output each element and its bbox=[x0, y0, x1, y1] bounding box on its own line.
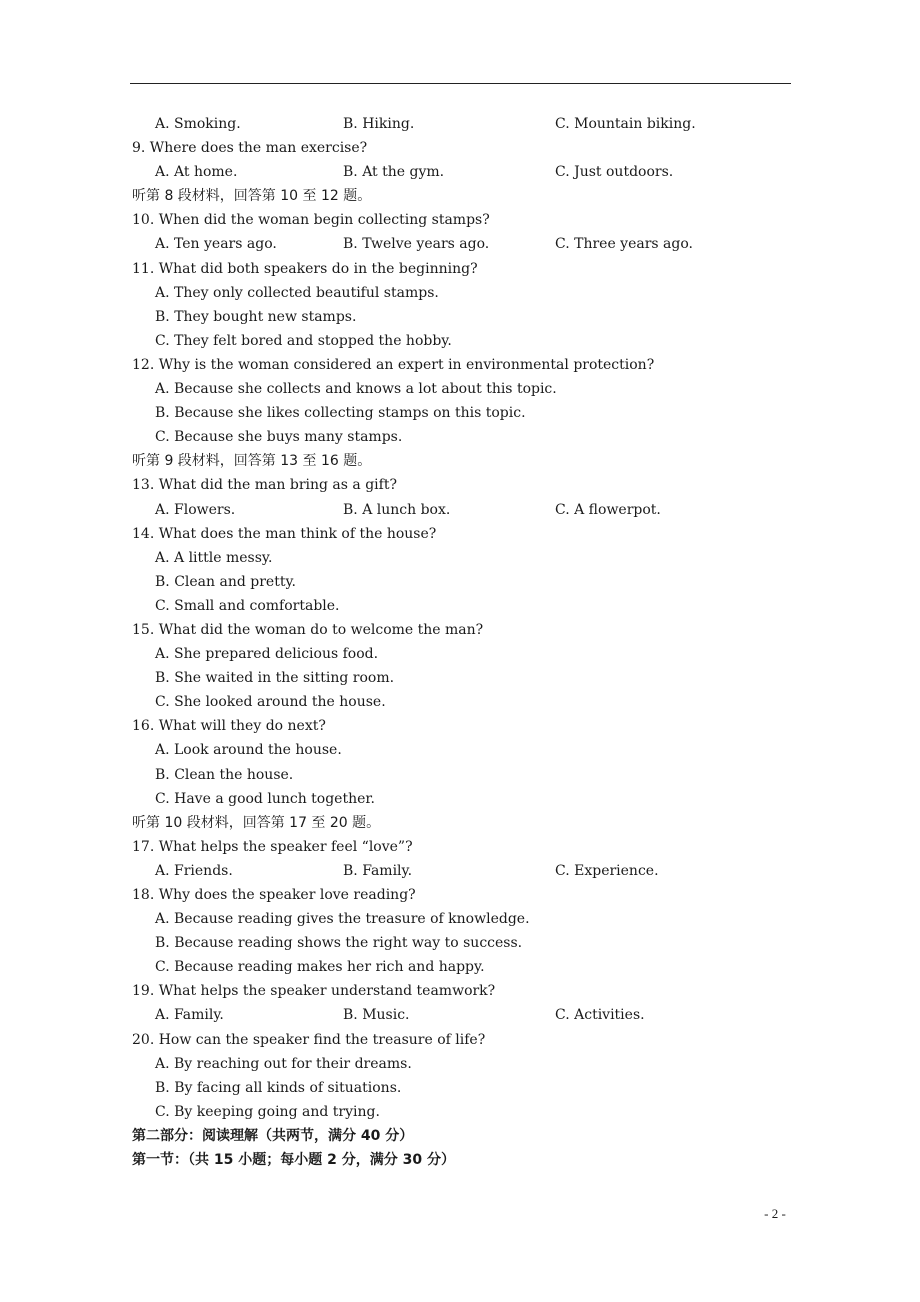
q11-stem: 11. What did both speakers do in the beginning? bbox=[132, 260, 478, 277]
q9-stem: 9. Where does the man exercise? bbox=[132, 140, 368, 157]
exam-page-content bbox=[132, 112, 772, 1172]
q14-stem: 14. What does the man think of the house? bbox=[132, 525, 437, 542]
q8-option-a: A. Smoking. bbox=[155, 116, 241, 132]
q10-options-row bbox=[132, 232, 772, 256]
q8-option-b: B. Hiking. bbox=[343, 116, 415, 132]
q9-option-b: B. At the gym. bbox=[343, 164, 445, 181]
q17-options-row bbox=[132, 859, 772, 883]
q13-options-row bbox=[132, 498, 772, 522]
q17-stem: 17. What helps the speaker feel “love”? bbox=[132, 838, 413, 855]
q10-option-a: A. Ten years ago. bbox=[155, 236, 277, 253]
q11-option-a: A. They only collected beautiful stamps. bbox=[155, 284, 439, 301]
q10-stem: 10. When did the woman begin collecting stamps? bbox=[132, 212, 490, 229]
q10-option-c: C. Three years ago. bbox=[555, 236, 693, 253]
q13-option-a: A. Flowers. bbox=[155, 501, 236, 518]
q18-stem: 18. Why does the speaker love reading? bbox=[132, 887, 416, 903]
q19-stem: 19. What helps the speaker understand teamwork? bbox=[132, 983, 496, 1000]
q16-option-a: A. Look around the house. bbox=[155, 742, 342, 759]
q19-option-b: B. Music. bbox=[343, 1007, 410, 1024]
q12-stem: 12. Why is the woman considered an expert in environmental protection? bbox=[132, 356, 655, 373]
q19-options-row bbox=[132, 1003, 772, 1027]
part2-heading: 第二部分：阅读理解（共两节，满分 40 分） bbox=[132, 1127, 414, 1144]
q19-option-a: A. Family. bbox=[155, 1007, 224, 1024]
q14-option-a: A. A little messy. bbox=[155, 549, 273, 566]
q20-option-b: B. By facing all kinds of situations. bbox=[155, 1079, 402, 1096]
q11-option-b: B. They bought new stamps. bbox=[155, 308, 357, 325]
q15-option-c: C. She looked around the house. bbox=[155, 694, 386, 711]
q18-option-a: A. Because reading gives the treasure of knowledge. bbox=[155, 911, 530, 928]
q15-option-b: B. She waited in the sitting room. bbox=[155, 670, 395, 687]
q17-option-a: A. Friends. bbox=[155, 862, 233, 879]
q13-option-c: C. A flowerpot. bbox=[555, 501, 661, 518]
q17-option-b: B. Family. bbox=[343, 862, 413, 879]
q20-option-a: A. By reaching out for their dreams. bbox=[155, 1055, 412, 1072]
q14-option-b: B. Clean and pretty. bbox=[155, 573, 296, 590]
header-rule bbox=[130, 83, 791, 84]
q14-option-c: C. Small and comfortable. bbox=[155, 597, 340, 614]
q16-option-b: B. Clean the house. bbox=[155, 766, 294, 783]
section-9-instruction: 听第 9 段材料，回答第 13 至 16 题。 bbox=[132, 453, 372, 470]
q17-option-c: C. Experience. bbox=[555, 862, 659, 879]
page-number: - 2 - bbox=[764, 1206, 786, 1221]
q20-stem: 20. How can the speaker find the treasure of life? bbox=[132, 1031, 486, 1048]
section-8-instruction: 听第 8 段材料，回答第 10 至 12 题。 bbox=[132, 188, 372, 205]
q20-option-c: C. By keeping going and trying. bbox=[155, 1103, 380, 1120]
q9-option-a: A. At home. bbox=[155, 164, 238, 181]
q8-option-c: C. Mountain biking. bbox=[555, 116, 696, 132]
q16-stem: 16. What will they do next? bbox=[132, 718, 326, 735]
q12-option-b: B. Because she likes collecting stamps on this topic. bbox=[155, 405, 526, 422]
q12-option-c: C. Because she buys many stamps. bbox=[155, 429, 403, 446]
q11-option-c: C. They felt bored and stopped the hobby. bbox=[155, 332, 452, 349]
q15-stem: 15. What did the woman do to welcome the man? bbox=[132, 621, 484, 638]
q12-option-a: A. Because she collects and knows a lot about this topic. bbox=[155, 381, 557, 398]
q13-stem: 13. What did the man bring as a gift? bbox=[132, 477, 397, 494]
q9-options-row bbox=[132, 160, 772, 184]
q13-option-b: B. A lunch box. bbox=[343, 501, 451, 518]
q16-option-c: C. Have a good lunch together. bbox=[155, 790, 375, 807]
q19-option-c: C. Activities. bbox=[555, 1007, 645, 1024]
q9-option-c: C. Just outdoors. bbox=[555, 164, 674, 181]
q18-option-b: B. Because reading shows the right way to success. bbox=[155, 935, 523, 952]
section-10-instruction: 听第 10 段材料，回答第 17 至 20 题。 bbox=[132, 814, 381, 831]
q10-option-b: B. Twelve years ago. bbox=[343, 236, 490, 253]
q18-option-c: C. Because reading makes her rich and happy. bbox=[155, 959, 485, 976]
q15-option-a: A. She prepared delicious food. bbox=[155, 646, 379, 663]
q8-options-row bbox=[132, 112, 772, 136]
part2-subheading: 第一节：（共 15 小题；每小题 2 分，满分 30 分） bbox=[132, 1152, 455, 1169]
